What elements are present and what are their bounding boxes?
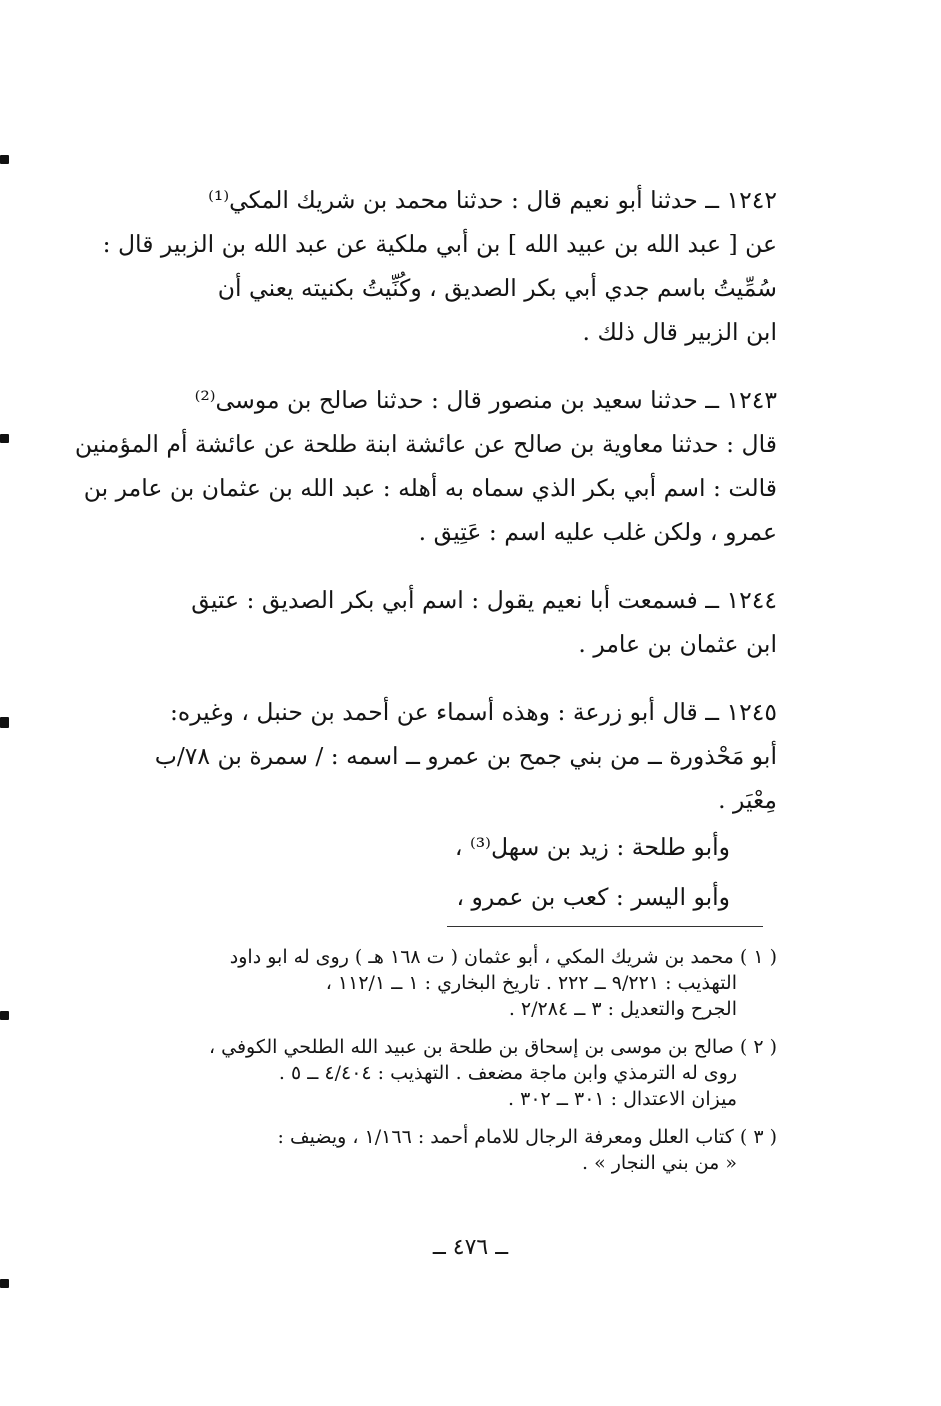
name-line: وأبو اليسر : كعب بن عمرو ، xyxy=(456,883,730,911)
text-line: ١٢٤٥ ــ قال أبو زرعة : وهذه أسماء عن أحمد بن حنبل ، وغيره: xyxy=(169,698,777,726)
footnote-line: روى له الترمذي وابن ماجة مضعف . التهذيب : ٤/٤٠٤ ــ ٥ . xyxy=(278,1062,737,1084)
hadith-entry-1243 xyxy=(74,378,777,554)
text-line: ١٢٤٢ ــ حدثنا أبو نعيم قال : حدثنا محمد بن شريك المكي⁽¹⁾ xyxy=(208,186,777,214)
hadith-entry-1244 xyxy=(132,578,777,666)
footnote-line: « من بني النجار » . xyxy=(581,1152,737,1174)
text-line: ١٢٤٣ ــ حدثنا سعيد بن منصور قال : حدثنا صالح بن موسى⁽²⁾ xyxy=(194,386,777,414)
text-line: سُمِّيتُ باسم جدي أبي بكر الصديق ، وكُنِّيتُ بكنيته يعني أن xyxy=(217,274,777,302)
name-line: وأبو طلحة : زيد بن سهل⁽³⁾ ، xyxy=(454,833,730,861)
footnote-1 xyxy=(132,944,777,1022)
text-line: عمرو ، ولكن غلب عليه اسم : عَتِيق . xyxy=(418,518,777,546)
margin-mark xyxy=(0,1011,9,1020)
margin-mark xyxy=(0,434,9,443)
text-line: ١٢٤٤ ــ فسمعت أبا نعيم يقول : اسم أبي بكر الصديق : عتيق xyxy=(191,586,777,614)
footnote-2 xyxy=(132,1034,777,1112)
margin-mark xyxy=(0,1279,9,1288)
footnote-line: ( ٢ ) صالح بن موسى بن إسحاق بن طلحة بن عبيد الله الطلحي الكوفي ، xyxy=(208,1036,777,1058)
footnote-divider xyxy=(447,926,763,927)
text-line: قال : حدثنا معاوية بن صالح عن عائشة ابنة طلحة عن عائشة أم المؤمنين xyxy=(74,430,777,458)
hadith-entry-1245 xyxy=(132,690,777,822)
names-list xyxy=(132,822,755,922)
margin-mark xyxy=(0,155,9,164)
footnote-3 xyxy=(132,1124,777,1176)
text-line: عن [ عبد الله بن عبيد الله ] بن أبي ملكية عن عبد الله بن الزبير قال : xyxy=(102,230,777,258)
page-number: ــ ٤٧٦ ــ xyxy=(432,1235,509,1260)
footnote-line: التهذيب : ٩/٢٢١ ــ ٢٢٢ . تاريخ البخاري : ١ ــ ١١٢/١ ، xyxy=(325,972,737,994)
text-line: مِعْيَر . xyxy=(718,786,777,814)
footnote-line: ( ١ ) محمد بن شريك المكي ، أبو عثمان ( ت ١٦٨ هـ ) روى له ابو داود xyxy=(229,946,777,968)
text-line: ابن الزبير قال ذلك . xyxy=(582,318,777,346)
footnote-line: الجرح والتعديل : ٣ ــ ٢/٢٨٤ . xyxy=(508,998,737,1020)
footnote-line: ( ٣ ) كتاب العلل ومعرفة الرجال للامام أحمد : ١/١٦٦ ، ويضيف : xyxy=(277,1126,777,1148)
footnote-line: ميزان الاعتدال : ٣٠١ ــ ٣٠٢ . xyxy=(508,1088,737,1110)
text-line: قالت : اسم أبي بكر الذي سماه به أهله : عبد الله بن عثمان بن عامر بن xyxy=(83,474,777,502)
margin-mark xyxy=(0,717,9,728)
main-text xyxy=(74,178,777,922)
hadith-entry-1242 xyxy=(102,178,777,354)
footnotes xyxy=(132,944,777,1188)
text-line: ابن عثمان بن عامر . xyxy=(578,630,777,658)
text-line: أبو مَحْذورة ــ من بني جمح بن عمرو ــ اسمه : / سمرة بن ٧٨/ب xyxy=(154,742,777,770)
